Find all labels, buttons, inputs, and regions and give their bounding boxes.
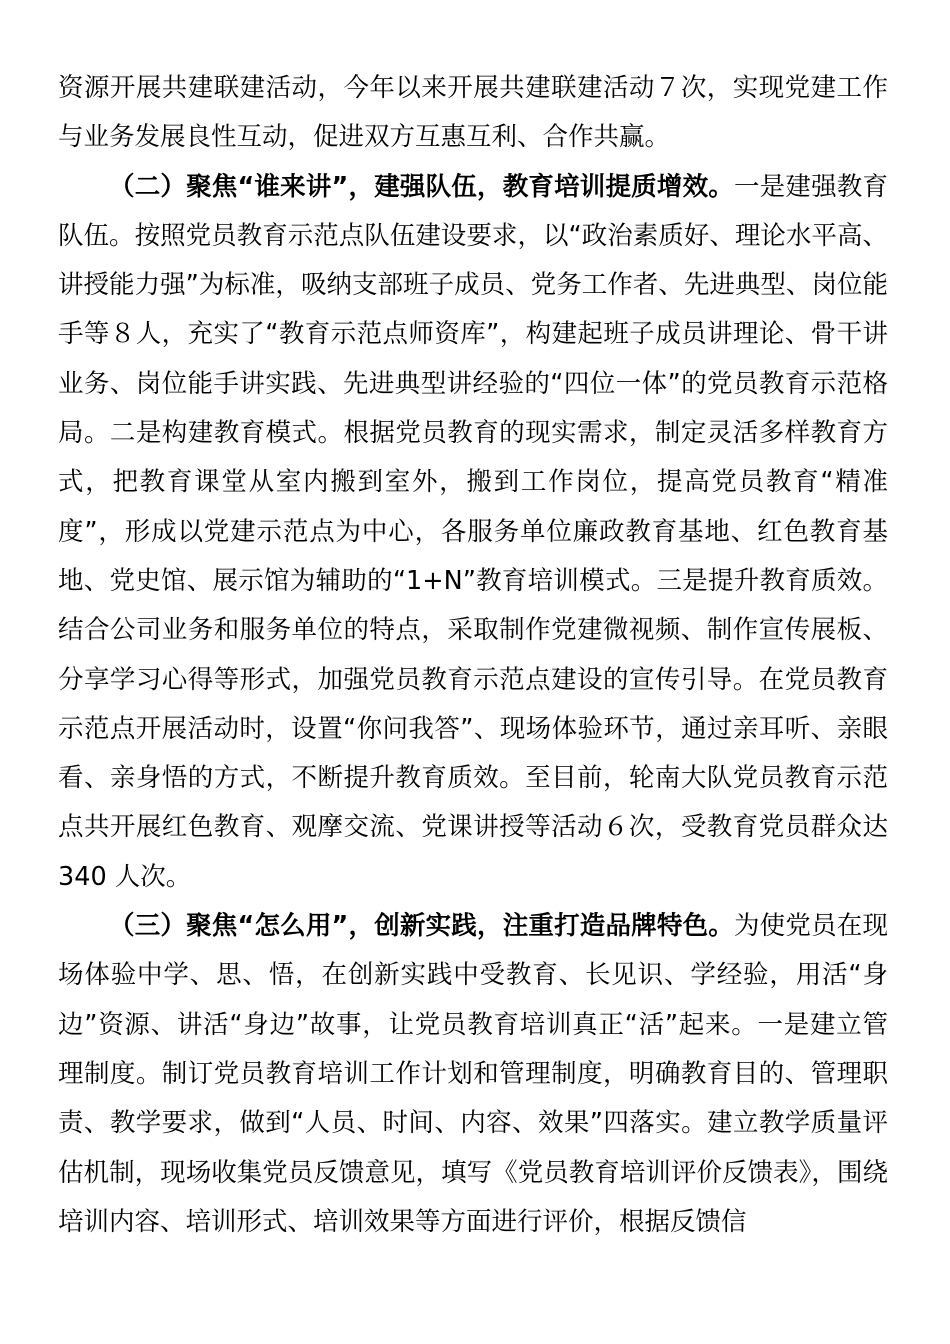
paragraph-text: 资源开展共建联建活动，今年以来开展共建联建活动７次，实现党建工作与业务发展良性互动，促进双方互惠互利、合作共赢。 (58, 73, 888, 153)
paragraph-text: 为使党员在现场体验中学、思、悟，在创新实践中受教育、长见识、学经验，用活“身边”资源、讲活“身边”故事，让党员教育培训真正“活”起来。一是建立管理制度。制订党员教育培训工作计划和管理制度，明确教育目的、管理职责、教学要求，做到“人员、时间、内容、效果”四落实。建立教学质量评估机制，现场收集党员反馈意见，填写《党员教育培训评价反馈表》，围绕培训内容、培训形式、培训效果等方面进行评价，根据反馈信 (58, 911, 888, 1237)
paragraph-section-three (58, 902, 888, 1247)
paragraph-section-two (58, 163, 888, 902)
paragraph-continuation (58, 64, 888, 163)
section-heading: （三）聚焦“怎么用”，创新实践，注重打造品牌特色。 (109, 911, 734, 942)
section-heading: （二）聚焦“谁来讲”，建强队伍，教育培训提质增效。 (109, 171, 734, 202)
document-page (58, 64, 888, 1247)
paragraph-text: 一是建强教育队伍。按照党员教育示范点队伍建设要求，以“政治素质好、理论水平高、讲授能力强”为标准，吸纳支部班子成员、党务工作者、先进典型、岗位能手等８人，充实了“教育示范点师资库”，构建起班子成员讲理论、骨干讲业务、岗位能手讲实践、先进典型讲经验的“四位一体”的党员教育示范格局。二是构建教育模式。根据党员教育的现实需求，制定灵活多样教育方式，把教育课堂从室内搬到室外，搬到工作岗位，提高党员教育“精准度”，形成以党建示范点为中心，各服务单位廉政教育基地、红色教育基地、党史馆、展示馆为辅助的“1+N”教育培训模式。三是提升教育质效。结合公司业务和服务单位的特点，采取制作党建微视频、制作宣传展板、分享学习心得等形式，加强党员教育示范点建设的宣传引导。在党员教育示范点开展活动时，设置“你问我答”、现场体验环节，通过亲耳听、亲眼看、亲身悟的方式，不断提升教育质效。至目前，轮南大队党员教育示范点共开展红色教育、观摩交流、党课讲授等活动６次，受教育党员群众达 340 人次。 (58, 171, 888, 892)
